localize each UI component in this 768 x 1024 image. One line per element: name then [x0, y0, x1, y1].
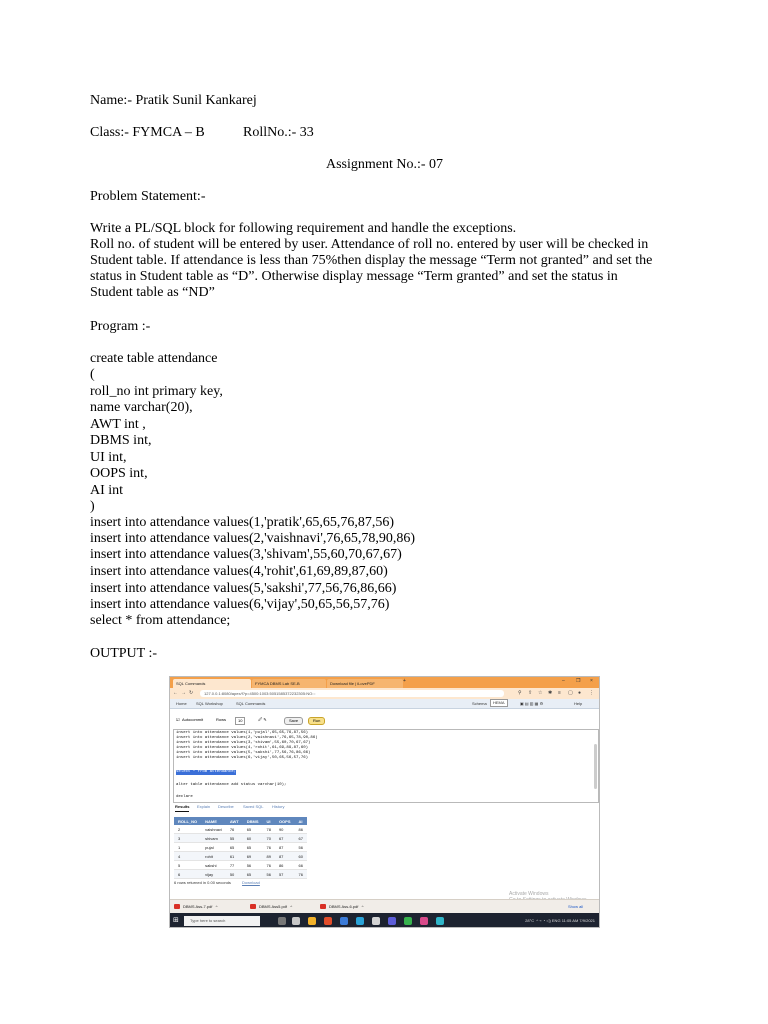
- table-cell: 76: [262, 861, 274, 870]
- autocommit-label: Autocommit: [182, 717, 204, 722]
- table-cell: 2: [174, 825, 201, 834]
- column-header: AI: [295, 817, 307, 825]
- settings-icon[interactable]: [372, 917, 380, 925]
- table-cell: vaishnavi: [201, 825, 226, 834]
- problem-line-1: Write a PL/SQL block for following requirement and handle the exceptions.: [90, 221, 517, 236]
- app-icon[interactable]: [356, 917, 364, 925]
- output-screenshot: [169, 676, 600, 928]
- task-view-icon[interactable]: [278, 917, 286, 925]
- profile-icon[interactable]: ●: [578, 690, 582, 696]
- table-cell: vijay: [201, 870, 226, 879]
- class-line: Class:- FYMCA – B: [90, 125, 205, 140]
- table-cell: 86: [295, 825, 307, 834]
- pdf-icon: [174, 904, 180, 909]
- edge-icon[interactable]: [436, 917, 444, 925]
- file-explorer-icon[interactable]: [308, 917, 316, 925]
- app-icon[interactable]: [340, 917, 348, 925]
- window-icon[interactable]: ▢: [568, 690, 573, 696]
- table-row: [174, 861, 307, 870]
- table-cell: 66: [295, 861, 307, 870]
- assignment-number: Assignment No.:- 07: [326, 157, 444, 172]
- code-line: name varchar(20),: [90, 400, 193, 415]
- rows-label: Rows: [216, 717, 227, 722]
- code-line: ): [90, 499, 95, 514]
- download-filename: DBMS Ass-7.pdf: [183, 904, 213, 909]
- close-window-button[interactable]: ×: [590, 678, 593, 684]
- code-line: AI int: [90, 483, 124, 498]
- table-cell: pujal: [201, 843, 226, 852]
- apex-breadcrumb: [170, 699, 599, 709]
- new-tab-button[interactable]: +: [403, 678, 406, 684]
- table-cell: 69: [243, 852, 263, 861]
- table-cell: 77: [226, 861, 243, 870]
- app-icon[interactable]: [292, 917, 300, 925]
- table-cell: 6: [174, 870, 201, 879]
- breadcrumb-sql-commands[interactable]: SQL Commands: [236, 701, 266, 706]
- help-link[interactable]: Help: [574, 701, 583, 706]
- chrome-icon[interactable]: [324, 917, 332, 925]
- code-line: DBMS int,: [90, 433, 152, 448]
- table-cell: 57: [275, 870, 295, 879]
- show-all-link[interactable]: Show all: [568, 904, 584, 909]
- extensions-icon[interactable]: ✱: [548, 690, 553, 696]
- rows-returned-text: 6 rows returned in 0.00 seconds: [174, 880, 231, 885]
- browser-tab[interactable]: [327, 679, 403, 688]
- star-icon[interactable]: ☆: [538, 690, 543, 696]
- download-filename: DBMS Ass5.pdf: [259, 904, 288, 909]
- tab-describe[interactable]: Describe: [218, 804, 234, 809]
- schema-label: Schema: [472, 701, 487, 706]
- save-button[interactable]: Save: [284, 717, 303, 725]
- app-icon[interactable]: [388, 917, 396, 925]
- table-cell: 90: [275, 825, 295, 834]
- download-item[interactable]: DBMS Ass-7.pdf ^: [174, 900, 218, 914]
- table-cell: 89: [262, 852, 274, 861]
- table-row: [174, 870, 307, 879]
- download-filename: DBMS Ass-6.pdf: [329, 904, 359, 909]
- pdf-icon: [250, 904, 256, 909]
- back-icon[interactable]: ←: [173, 690, 178, 696]
- column-header: AWT: [226, 817, 243, 825]
- system-tray: 28°C ^ ⌁ ◔ ◁) ENG 11:05 AM 7/9/2021: [525, 918, 595, 923]
- table-cell: 65: [226, 843, 243, 852]
- table-cell: 60: [243, 834, 263, 843]
- table-cell: 78: [262, 825, 274, 834]
- results-table: [174, 817, 307, 879]
- code-line: select * from attendance;: [90, 613, 231, 628]
- forward-icon[interactable]: →: [181, 690, 186, 696]
- editor-line: insert into attendance values(1,'pujal',65,65,76,87,56): [176, 731, 309, 735]
- table-cell: 61: [226, 852, 243, 861]
- language-indicator[interactable]: ENG: [551, 918, 561, 923]
- taskbar-search-input[interactable]: Type here to search: [184, 916, 260, 926]
- problem-heading: Problem Statement:-: [90, 189, 206, 204]
- table-cell: 86: [275, 861, 295, 870]
- table-cell: 4: [174, 852, 201, 861]
- code-line: insert into attendance values(5,'sakshi',77,56,76,86,66): [90, 581, 397, 596]
- code-line: insert into attendance values(2,'vaishnavi',76,65,78,90,86): [90, 531, 416, 546]
- tab-explain[interactable]: Explain: [197, 804, 211, 809]
- breadcrumb-sql-workshop[interactable]: SQL Workshop: [196, 701, 223, 706]
- browser-tab[interactable]: [173, 679, 251, 688]
- more-icon[interactable]: ⋮: [589, 690, 594, 696]
- tab-label: FYMCA DBMS Lab SE-B: [255, 681, 300, 686]
- share-icon[interactable]: ⇪: [528, 690, 533, 696]
- app-icon[interactable]: [404, 917, 412, 925]
- search-icon[interactable]: ⚲: [518, 690, 522, 696]
- breadcrumb-home[interactable]: Home: [176, 701, 187, 706]
- code-line: insert into attendance values(1,'pratik',65,65,76,87,56): [90, 515, 395, 530]
- table-cell: shivam: [201, 834, 226, 843]
- menu-list-icon[interactable]: ≡: [558, 690, 561, 696]
- table-row: [174, 825, 307, 834]
- downloads-bar: [170, 899, 599, 914]
- sql-editor[interactable]: [173, 729, 599, 803]
- table-row: [174, 834, 307, 843]
- table-cell: 65: [243, 825, 263, 834]
- table-cell: 65: [243, 870, 263, 879]
- column-header: DBMS: [243, 817, 263, 825]
- table-cell: 1: [174, 843, 201, 852]
- table-cell: 55: [226, 834, 243, 843]
- browser-tab-bar: [170, 677, 599, 688]
- table-cell: 50: [226, 870, 243, 879]
- code-line: OOPS int,: [90, 466, 148, 481]
- maximize-button[interactable]: ❐: [576, 678, 581, 684]
- table-cell: 56: [295, 843, 307, 852]
- table-row: [174, 852, 307, 861]
- code-line: insert into attendance values(6,'vijay',50,65,56,57,76): [90, 597, 390, 612]
- editor-line: insert into attendance values(2,'vaishnavi',76,65,78,90,86): [176, 736, 318, 740]
- editor-scrollbar[interactable]: [594, 744, 597, 789]
- column-header: ROLL_NO: [174, 817, 201, 825]
- app-icon[interactable]: [420, 917, 428, 925]
- code-line: AWT int ,: [90, 417, 146, 432]
- editor-line: alter table attendance add status varchar(10);: [176, 783, 287, 787]
- roll-number: RollNo.:- 33: [243, 125, 314, 140]
- pdf-icon: [320, 904, 326, 909]
- rows-select[interactable]: 10: [235, 717, 245, 725]
- clock-date: 7/9/2021: [579, 918, 595, 923]
- table-cell: 60: [295, 852, 307, 861]
- table-cell: 70: [262, 834, 274, 843]
- tab-results[interactable]: Results: [175, 803, 189, 812]
- windows-start-icon[interactable]: ⊞: [173, 917, 179, 924]
- editor-line: declare: [176, 795, 193, 799]
- address-bar: [170, 688, 599, 699]
- weather-temperature: 28°C: [525, 918, 535, 923]
- editor-line-selected: select * from attendance;: [176, 770, 237, 774]
- tools-icon[interactable]: 🖉 ✎: [258, 717, 267, 722]
- student-name: Name:- Pratik Sunil Kankarej: [90, 93, 257, 108]
- table-cell: 87: [275, 852, 295, 861]
- code-line: create table attendance: [90, 351, 218, 366]
- table-cell: 67: [295, 834, 307, 843]
- table-cell: 3: [174, 834, 201, 843]
- code-line: insert into attendance values(4,'rohit',61,69,89,87,60): [90, 564, 388, 579]
- tab-label: Download file | iLovePDF: [330, 681, 375, 686]
- column-header: NAME: [201, 817, 226, 825]
- program-heading: Program :-: [90, 319, 151, 334]
- clock-time[interactable]: 11:05 AM: [561, 918, 579, 923]
- reload-icon[interactable]: ↻: [189, 690, 194, 696]
- download-item[interactable]: DBMS Ass5.pdf ^: [250, 900, 292, 914]
- editor-line: insert into attendance values(4,'rohit',61,69,89,87,60): [176, 746, 309, 750]
- editor-line: insert into attendance values(3,'shivam',55,60,70,67,67): [176, 741, 311, 745]
- schema-select[interactable]: HEMA: [490, 699, 508, 707]
- table-cell: 76: [295, 870, 307, 879]
- tab-history[interactable]: History: [272, 804, 285, 809]
- editor-line: insert into attendance values(6,'vijay',50,65,56,57,76): [176, 756, 309, 760]
- table-row: [174, 843, 307, 852]
- table-cell: sakshi: [201, 861, 226, 870]
- table-cell: 67: [275, 834, 295, 843]
- table-cell: 56: [243, 861, 263, 870]
- problem-line-2: Roll no. of student will be entered by user. Attendance of roll no. entered by user will be checked in Student table. If attendance is less than 75%then display the message “Term not granted” and set the status in Student table as “D”. Otherwise display message “Term granted” and set the status in Student table as “ND”: [90, 237, 653, 300]
- table-cell: rohit: [201, 852, 226, 861]
- code-line: (: [90, 367, 95, 382]
- run-button[interactable]: Run: [308, 717, 325, 725]
- rows-returned: [174, 880, 260, 885]
- column-header: OOPS: [275, 817, 295, 825]
- table-cell: 5: [174, 861, 201, 870]
- code-line: roll_no int primary key,: [90, 384, 223, 399]
- toolbar-icon[interactable]: ▣ ▤ ▥ ▦ ⚙: [520, 701, 544, 706]
- column-header: UI: [262, 817, 274, 825]
- editor-line: insert into attendance values(5,'sakshi',77,56,76,86,66): [176, 751, 311, 755]
- url-input[interactable]: 127.0.0.1:8080/apex/f?p=4500:1003:5051585372232305:NO:::: [200, 690, 504, 697]
- output-heading: OUTPUT :-: [90, 646, 158, 661]
- table-cell: 65: [243, 843, 263, 852]
- sql-options: [170, 715, 599, 725]
- tab-label: SQL Commands: [176, 681, 206, 686]
- table-cell: 76: [226, 825, 243, 834]
- windows-taskbar: [170, 913, 599, 928]
- minimize-button[interactable]: –: [562, 678, 565, 684]
- table-header-row: [174, 817, 307, 825]
- autocommit-checkbox[interactable]: ☑: [176, 717, 180, 722]
- table-cell: 87: [275, 843, 295, 852]
- code-line: insert into attendance values(3,'shivam',55,60,70,67,67): [90, 547, 402, 562]
- code-line: UI int,: [90, 450, 127, 465]
- download-item[interactable]: DBMS Ass-6.pdf ^: [320, 900, 364, 914]
- watermark-title: Activate Windows: [509, 891, 549, 897]
- download-link[interactable]: Download: [242, 880, 260, 885]
- table-cell: 76: [262, 843, 274, 852]
- browser-tab[interactable]: [252, 679, 326, 688]
- table-cell: 56: [262, 870, 274, 879]
- tab-saved-sql[interactable]: Saved SQL: [243, 804, 264, 809]
